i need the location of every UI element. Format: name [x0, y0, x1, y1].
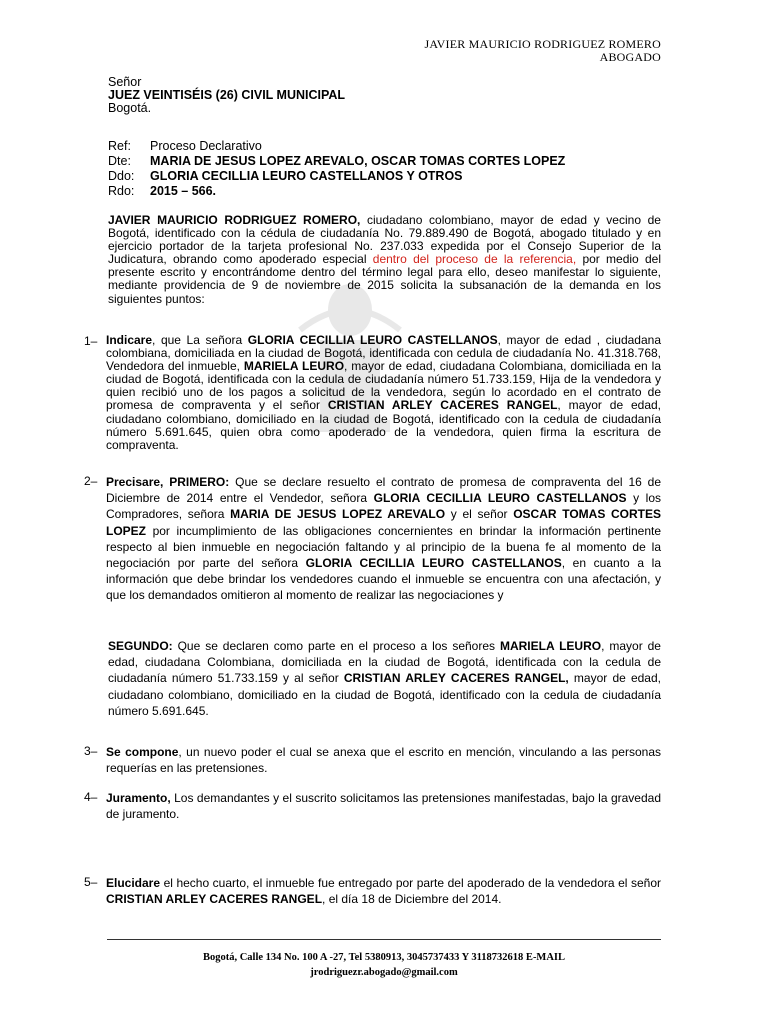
- footer-divider: [107, 939, 661, 940]
- party-name: OSCAR TOMAS CORTES LOPEZ: [106, 507, 662, 538]
- item-number: 2–: [84, 474, 98, 488]
- item-text-run: Los demandantes y el suscrito solicitamos las pretensiones manifestadas, bajo la gravedad de juramento.: [106, 791, 661, 822]
- item-text-run: , mayor de edad, ciudadana Colombiana, domiciliada en la ciudad de Bogotá, identificada con la cedula de ciudadanía número 51.733.159 y al señor: [108, 639, 661, 686]
- item-text-run: Que se declaren como parte en el proceso a los señores: [172, 639, 500, 653]
- item-number: 1–: [84, 334, 98, 348]
- reference-label: Ddo:: [108, 169, 135, 183]
- item-text-run: , un nuevo poder el cual se anexa que el escrito en mención, vinculando a las personas requerías en las pretensiones.: [106, 745, 661, 776]
- footer-email: jrodriguezr.abogado@gmail.com: [310, 967, 458, 978]
- lawyer-name: JAVIER MAURICIO RODRIGUEZ ROMERO: [424, 37, 661, 51]
- reference-block: [108, 139, 565, 199]
- list-item-5: [84, 875, 661, 907]
- list-item-2: [84, 474, 661, 604]
- list-item-4: [84, 790, 661, 822]
- intro-name: JAVIER MAURICIO RODRIGUEZ ROMERO,: [108, 213, 361, 227]
- party-name: CRISTIAN ARLEY CACERES RANGEL: [106, 892, 323, 907]
- reference-value: MARIA DE JESUS LOPEZ AREVALO, OSCAR TOMAS CORTES LOPEZ: [150, 154, 566, 168]
- footer-address: Bogotá, Calle 134 No. 100 A -27, Tel 5380913, 3045737433 Y 3118732618 E-MAIL: [202, 952, 566, 963]
- item-text-run: , el día 18 de Diciembre del 2014.: [322, 892, 502, 907]
- segundo-paragraph: [108, 638, 661, 719]
- footer: [107, 950, 661, 980]
- item-lead: Juramento,: [106, 791, 171, 805]
- item-lead: Precisare, PRIMERO:: [106, 475, 230, 489]
- item-text-run: , mayor de edad , ciudadana colombiana, domiciliada en la ciudad de Bogotá, identificada con cedula de ciudadanía No. 41.318.768, Vendedora del inmueble,: [106, 333, 662, 374]
- party-name: MARIELA LEURO: [499, 639, 602, 653]
- reference-value: Proceso Declarativo: [150, 139, 262, 153]
- item-lead: Se compone: [106, 745, 179, 759]
- reference-value: GLORIA CECILLIA LEURO CASTELLANOS Y OTROS: [150, 169, 463, 183]
- salutation: Señor: [108, 75, 142, 89]
- reference-value: 2015 – 566.: [150, 184, 217, 198]
- reference-row: [108, 169, 565, 184]
- intro-text: ciudadano colombiano, mayor de edad y vecino de Bogotá, identificado con la cédula de ciudadanía No. 79.889.490 de Bogotá, abogado titulado y en ejercicio portador de la tarjeta profesional No. 237.033 expedida por el Consejo Superior de la Judicatura, obrando como apoderado especial: [108, 213, 661, 267]
- item-lead: Indicare: [106, 333, 153, 347]
- party-name: GLORIA CECILLIA LEURO CASTELLANOS: [373, 491, 627, 506]
- reference-label: Dte:: [108, 154, 131, 168]
- addressee-block: [108, 76, 345, 115]
- reference-label: Rdo:: [108, 184, 135, 198]
- item-text: [106, 474, 661, 604]
- item-text-run: , en cuanto a la información que debe brindar los vendedores cuando el inmueble se encuentra con una afectación, y que los demandados omitieron al momento de realizar las negociaciones y: [106, 556, 661, 603]
- list-item-3: [84, 744, 661, 776]
- party-name: GLORIA CECILLIA LEURO CASTELLANOS: [305, 556, 562, 571]
- party-name: GLORIA CECILLIA LEURO CASTELLANOS: [247, 333, 498, 347]
- item-number: 3–: [84, 744, 98, 758]
- intro-text: por medio del presente escrito y encontrándome dentro del término legal para ello, deseo manifestar lo siguiente, mediante providencia de 9 de noviembre de 2015 solicita la subsanación de la demanda en los siguientes puntos:: [108, 252, 661, 306]
- reference-row: [108, 184, 565, 199]
- addressee-city: Bogotá.: [108, 101, 152, 115]
- item-number: 4–: [84, 790, 98, 804]
- item-text-run: mayor de edad, ciudadano colombiano, domiciliado en la ciudad de Bogotá, identificado con la cedula de ciudadanía número 5.691.645.: [108, 671, 661, 718]
- item-text: [106, 744, 661, 776]
- intro-highlight: dentro del proceso de la referencia,: [372, 252, 577, 267]
- party-name: CRISTIAN ARLEY CACERES RANGEL: [327, 398, 558, 413]
- reference-label: Ref:: [108, 139, 131, 153]
- item-text-run: , que La señora: [152, 333, 248, 347]
- item-text-run: , mayor de edad, ciudadana Colombiana, domiciliada en la ciudad de Bogotá, identificada con la cedula de ciudadanía número 51.733.159, Hija de la vendedora y quien recibió uno de los pagos a solicitud de la vendedora, según lo acordado en el contrato de promesa de compraventa y el señor: [106, 359, 661, 413]
- item-lead: Elucidare: [106, 876, 161, 890]
- list-item-1: [84, 334, 661, 452]
- item-text-run: y el señor: [445, 507, 514, 522]
- party-name: MARIA DE JESUS LOPEZ AREVALO: [230, 507, 446, 522]
- item-number: 5–: [84, 875, 98, 889]
- item-text: [106, 790, 661, 822]
- item-text: [106, 334, 661, 452]
- item-text-run: , mayor de edad, ciudadano colombiano, domiciliado en la ciudad de Bogotá, identificado con la cedula de ciudadanía número 5.691.645, quien obra como apoderado de la vendedora, quien firma la escritura de compraventa.: [106, 398, 661, 452]
- item-text-run: Que se declare resuelto el contrato de promesa de compraventa del 16 de Diciembre de 2014 entre el Vendedor, señora: [106, 475, 662, 506]
- item-text-run: y los Compradores, señora: [106, 491, 661, 522]
- item-text-run: por incumplimiento de las obligaciones concernientes en brindar la información pertinente respecto al bien inmueble en negociación faltando y al principio de la buena fe al momento de la negociación por parte del señora: [106, 523, 661, 571]
- item-text-run: el hecho cuarto, el inmueble fue entregado por parte del apoderado de la vendedora el señor: [160, 876, 661, 890]
- item-text: [106, 875, 661, 907]
- item-lead: SEGUNDO:: [108, 639, 173, 653]
- party-name: MARIELA LEURO: [243, 359, 345, 374]
- lawyer-title: ABOGADO: [599, 50, 661, 64]
- reference-row: [108, 154, 565, 169]
- reference-row: [108, 139, 565, 154]
- letterhead: [424, 38, 661, 64]
- party-name: CRISTIAN ARLEY CACERES RANGEL,: [343, 671, 569, 686]
- court-name: JUEZ VEINTISÉIS (26) CIVIL MUNICIPAL: [108, 88, 346, 102]
